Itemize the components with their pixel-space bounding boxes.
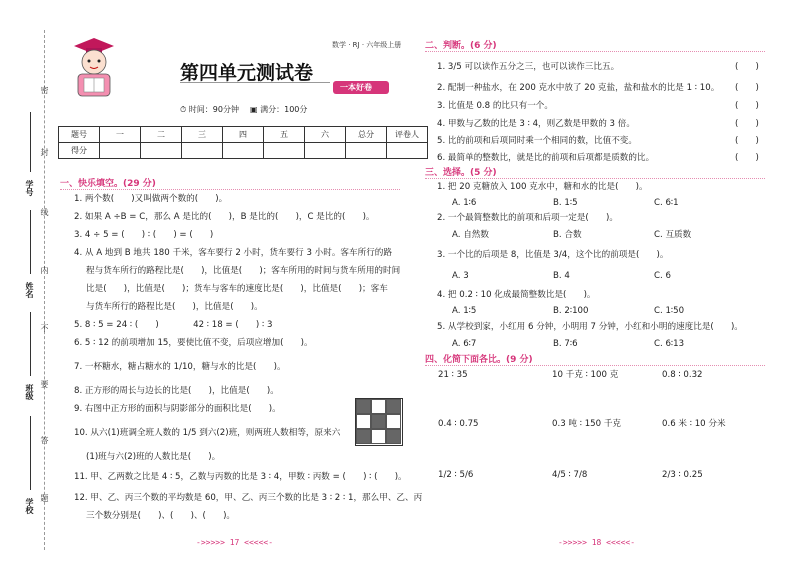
simplify-item: 0.6 米 ∶ 10 分米 [662, 419, 726, 429]
blank-xingming[interactable] [30, 210, 31, 274]
seal-char-bu: 不 [40, 324, 49, 332]
judge-answer-1[interactable]: ( ) [735, 62, 759, 72]
score-cell[interactable] [182, 143, 223, 159]
simplify-item: 2/3 ∶ 0.25 [662, 470, 703, 480]
section-title-simplify: 四、化简下面各比。(9 分) [425, 355, 533, 365]
section-title-judge: 二、判断。(6 分) [425, 41, 497, 51]
table-cell: 一 [100, 127, 141, 143]
score-table-score-row [59, 143, 428, 159]
fill-question-5: 5. 8 ∶ 5 = 24 ∶ ( ) 42 ∶ 18 = ( ) ∶ 3 [74, 320, 273, 330]
label-xuexiao: 学校 [25, 498, 34, 514]
simplify-item: 10 千克 ∶ 100 克 [552, 370, 619, 380]
fill-question-7: 7. 一杯糖水，糖占糖水的 1/10，糖与水的比是( )。 [74, 362, 286, 372]
choice-4-option-b[interactable]: B. 2∶100 [553, 306, 589, 316]
label-xuehao: 学号 [25, 180, 34, 196]
score-cell[interactable] [305, 143, 346, 159]
fill-question-11: 11. 甲、乙两数之比是 4 ∶ 5，乙数与丙数的比是 3 ∶ 4，甲数 ∶ 丙数 = ( ) ∶ ( )。 [74, 472, 407, 482]
section-divider [425, 51, 765, 52]
simplify-item: 4/5 ∶ 7/8 [552, 470, 588, 480]
fill-question-10-line2: (1)班与六(2)班的人数比是( )。 [86, 452, 221, 462]
score-cell[interactable] [141, 143, 182, 159]
table-cell: 二 [141, 127, 182, 143]
score-cell[interactable] [100, 143, 141, 159]
page-number-left: ->>>>> 17 <<<<<- [196, 538, 274, 547]
blank-banji[interactable] [30, 312, 31, 376]
score-table-header-row [59, 127, 428, 143]
seal-char-ti: 题 [40, 494, 49, 502]
fill-question-6: 6. 5 ∶ 12 的前项增加 15，要使比值不变，后项应增加( )。 [74, 338, 313, 348]
choice-1-option-c[interactable]: C. 6∶1 [654, 198, 679, 208]
choice-2-option-c[interactable]: C. 互质数 [654, 230, 692, 240]
fill-question-3: 3. 4 ÷ 5 = ( ) ∶ ( ) = ( ) [74, 230, 214, 240]
fill-question-1: 1. 两个数( )又叫做两个数的( )。 [74, 194, 228, 204]
judge-question-2: 2. 配制一种盐水，在 200 克水中放了 20 克盐，盐和盐水的比是 1 ∶ 10。 [437, 83, 720, 93]
score-icon: ▣ [250, 105, 258, 114]
simplify-item: 21 ∶ 35 [438, 370, 468, 380]
judge-question-5: 5. 比的前项和后项同时乘一个相同的数，比值不变。 [437, 136, 637, 146]
label-xingming: 姓名 [25, 282, 34, 298]
page-number-right: ->>>>> 18 <<<<<- [558, 538, 636, 547]
label-banji: 班级 [25, 384, 34, 400]
fill-question-4-line2: 程与货车所行的路程比是( )，比值是( )；客车所用的时间与货车所用的时间 [86, 266, 401, 276]
grid-cell [386, 414, 401, 429]
grid-cell [371, 414, 386, 429]
fill-question-9: 9. 右图中正方形的面积与阴影部分的面积比是( )。 [74, 404, 281, 414]
section-title-choice: 三、选择。(5 分) [425, 168, 497, 178]
score-table [58, 126, 428, 159]
title-underline [180, 82, 330, 83]
judge-question-1: 1. 3/5 可以读作五分之三，也可以读作三比五。 [437, 62, 620, 72]
choice-4-option-c[interactable]: C. 1∶50 [654, 306, 685, 316]
section-title-fill: 一、快乐填空。(29 分) [60, 179, 156, 189]
section-divider [60, 189, 400, 190]
judge-answer-6[interactable]: ( ) [735, 153, 759, 163]
choice-1-option-a[interactable]: A. 1∶6 [452, 198, 477, 208]
simplify-item: 1/2 ∶ 5/6 [438, 470, 474, 480]
table-cell: 评卷人 [387, 127, 428, 143]
exam-full-score: ▣ 满分：100分 [250, 105, 308, 114]
judge-answer-5[interactable]: ( ) [735, 136, 759, 146]
table-cell: 题号 [59, 127, 100, 143]
seal-char-da: 答 [40, 436, 49, 444]
simplify-item: 0.4 ∶ 0.75 [438, 419, 479, 429]
fill-question-4-line1: 4. 从 A 地到 B 地共 180 千米，客车要行 2 小时，货车要行 3 小时。客车所行的路 [74, 248, 392, 258]
table-cell: 五 [264, 127, 305, 143]
table-cell: 六 [305, 127, 346, 143]
seal-char-yao: 要 [40, 380, 49, 388]
grid-cell [356, 399, 371, 414]
blank-xuehao[interactable] [30, 112, 31, 172]
grid-cell [356, 414, 371, 429]
table-cell: 总分 [346, 127, 387, 143]
choice-question-3: 3. 一个比的后项是 8，比值是 3/4，这个比的前项是( )。 [437, 250, 669, 260]
section-divider [425, 365, 765, 366]
choice-5-option-a[interactable]: A. 6∶7 [452, 339, 477, 349]
fill-question-10-line1: 10. 从六(1)班调全班人数的 1/5 到六(2)班，则两班人数相等，原来六 [74, 428, 341, 438]
choice-3-option-b[interactable]: B. 4 [553, 271, 570, 281]
table-cell: 得分 [59, 143, 100, 159]
choice-3-option-c[interactable]: C. 6 [654, 271, 671, 281]
score-cell[interactable] [264, 143, 305, 159]
choice-question-5: 5. 从学校到家，小红用 6 分钟，小明用 7 分钟，小红和小明的速度比是( )。 [437, 322, 743, 332]
blank-xuexiao[interactable] [30, 416, 31, 490]
judge-question-4: 4. 甲数与乙数的比是 3 ∶ 4，则乙数是甲数的 3 倍。 [437, 119, 635, 129]
grid-cell [356, 429, 371, 444]
fill-question-12-line1: 12. 甲、乙、丙三个数的平均数是 60，甲、乙、丙三个数的比是 3 ∶ 2 ∶ 1，那么甲、乙、丙 [74, 493, 423, 503]
choice-question-4: 4. 把 0.2 ∶ 10 化成最简整数比是( )。 [437, 290, 596, 300]
book-tag: 数学 · RJ · 六年级上册 [332, 41, 402, 49]
choice-5-option-b[interactable]: B. 7∶6 [553, 339, 578, 349]
clock-icon: ⏱ [180, 105, 187, 114]
section-divider [425, 178, 765, 179]
judge-question-6: 6. 最简单的整数比，就是比的前项和后项都是质数的比。 [437, 153, 655, 163]
seal-char-nei: 内 [40, 266, 49, 274]
choice-2-option-a[interactable]: A. 自然数 [452, 230, 489, 240]
seal-line [44, 30, 45, 550]
seal-char-feng: 封 [40, 148, 49, 156]
choice-3-option-a[interactable]: A. 3 [452, 271, 469, 281]
choice-5-option-c[interactable]: C. 6∶13 [654, 339, 685, 349]
fill-question-2: 2. 如果 A ÷B = C，那么 A 是比的( )，B 是比的( )，C 是比的( )。 [74, 212, 375, 222]
grid-cell [386, 429, 401, 444]
table-cell: 三 [182, 127, 223, 143]
choice-4-option-a[interactable]: A. 1∶5 [452, 306, 477, 316]
score-cell[interactable] [223, 143, 264, 159]
judge-answer-4[interactable]: ( ) [735, 119, 759, 129]
page-title: 第四单元测试卷 [180, 62, 314, 84]
choice-question-1: 1. 把 20 克糖放入 100 克水中，糖和水的比是( )。 [437, 182, 648, 192]
fill-question-12-line2: 三个数分别是( )、( )、( )。 [86, 511, 236, 521]
judge-question-3: 3. 比值是 0.8 的比只有一个。 [437, 101, 553, 111]
choice-question-2: 2. 一个最简整数比的前项和后项一定是( )。 [437, 213, 618, 223]
score-cell[interactable] [346, 143, 387, 159]
grid-cell [371, 399, 386, 414]
fill-question-4-line3: 比是( )，比值是( )；货车与客车的速度比是( )，比值是( )；客车 [86, 284, 388, 294]
table-cell: 四 [223, 127, 264, 143]
shaded-square-figure [355, 398, 403, 446]
simplify-item: 0.8 ∶ 0.32 [662, 370, 703, 380]
choice-2-option-b[interactable]: B. 合数 [553, 230, 582, 240]
exam-time: ⏱ 时间：90分钟 [180, 105, 239, 114]
ribbon-label: 一本好卷 [340, 83, 372, 92]
fill-question-4-line4: 与货车所行的路程比是( )，比值是( )。 [86, 302, 263, 312]
grid-cell [386, 399, 401, 414]
seal-char-mi: 密 [40, 86, 49, 94]
judge-answer-3[interactable]: ( ) [735, 101, 759, 111]
score-cell[interactable] [387, 143, 428, 159]
choice-1-option-b[interactable]: B. 1∶5 [553, 198, 578, 208]
grid-cell [371, 429, 386, 444]
seal-char-xian: 线 [40, 208, 49, 216]
mascot-illustration [64, 34, 122, 100]
simplify-item: 0.3 吨 ∶ 150 千克 [552, 419, 622, 429]
fill-question-8: 8. 正方形的周长与边长的比是( )，比值是( )。 [74, 386, 279, 396]
judge-answer-2[interactable]: ( ) [735, 83, 759, 93]
